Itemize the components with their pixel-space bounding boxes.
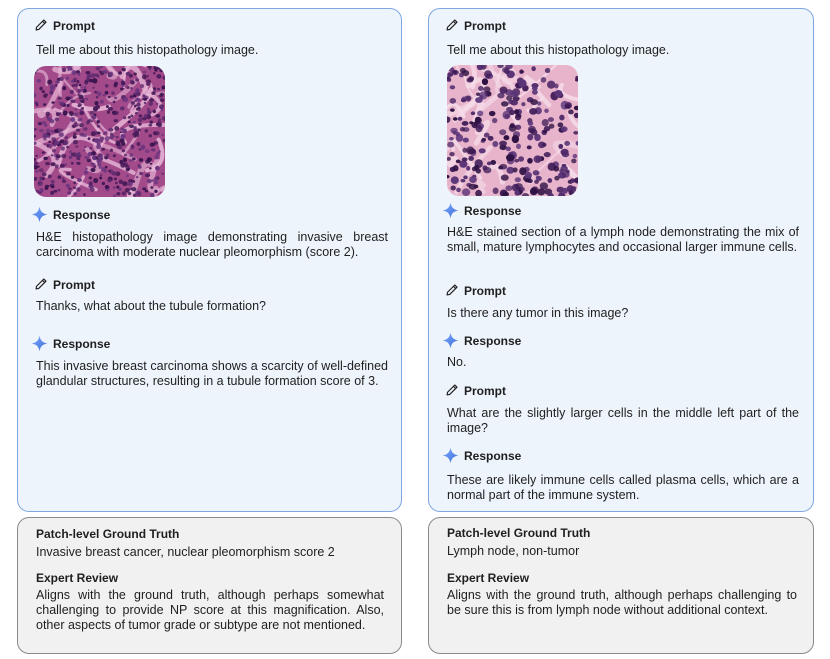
- response-text: These are likely immune cells called plasma cells, which are a normal part of the immune system.: [447, 473, 799, 502]
- pencil-icon: [445, 18, 459, 32]
- prompt-text: Tell me about this histopathology image.: [36, 43, 259, 57]
- pencil-icon: [34, 277, 48, 291]
- right-review-panel: [428, 517, 814, 654]
- prompt-label: Prompt: [464, 19, 506, 33]
- expert-review-text: Aligns with the ground truth, although perhaps challenging to be sure this is from lymph node without additional context.: [447, 588, 797, 617]
- left-conversation-panel: [17, 8, 402, 512]
- sparkle-icon: [442, 332, 459, 349]
- prompt-text: Thanks, what about the tubule formation?: [36, 299, 267, 313]
- response-label: Response: [53, 208, 111, 222]
- response-text: No.: [447, 355, 467, 369]
- response-text: H&E histopathology image demonstrating invasive breast carcinoma with moderate nuclear pleomorphism (score 2).: [36, 230, 388, 259]
- response-label: Response: [53, 337, 111, 351]
- expert-review-text: Aligns with the ground truth, although perhaps somewhat challenging to provide NP score at this magnification. Also, other aspects of tumor grade or subtype are not mentioned.: [36, 588, 384, 632]
- right-conversation-panel: [428, 8, 814, 512]
- prompt-text: Is there any tumor in this image?: [447, 306, 629, 320]
- response-text: This invasive breast carcinoma shows a scarcity of well-defined glandular structures, resulting in a tubule formation score of 3.: [36, 359, 388, 388]
- prompt-text: What are the slightly larger cells in the middle left part of the image?: [447, 406, 799, 435]
- sparkle-icon: [442, 202, 459, 219]
- response-label: Response: [464, 204, 522, 218]
- pencil-icon: [34, 18, 48, 32]
- sparkle-icon: [31, 206, 48, 223]
- left-review-panel: [17, 517, 402, 654]
- prompt-label: Prompt: [53, 278, 95, 292]
- prompt-text: Tell me about this histopathology image.: [447, 43, 670, 57]
- ground-truth-text: Invasive breast cancer, nuclear pleomorphism score 2: [36, 545, 335, 559]
- response-label: Response: [464, 334, 522, 348]
- response-label: Response: [464, 449, 522, 463]
- sparkle-icon: [31, 335, 48, 352]
- ground-truth-text: Lymph node, non-tumor: [447, 544, 580, 558]
- prompt-label: Prompt: [53, 19, 95, 33]
- histopathology-image-breast: [34, 66, 165, 197]
- response-text: H&E stained section of a lymph node demonstrating the mix of small, mature lymphocytes and occasional larger immune cells.: [447, 225, 799, 254]
- prompt-label: Prompt: [464, 384, 506, 398]
- ground-truth-label: Patch-level Ground Truth: [36, 527, 180, 541]
- prompt-label: Prompt: [464, 284, 506, 298]
- sparkle-icon: [442, 447, 459, 464]
- pencil-icon: [445, 283, 459, 297]
- histopathology-image-lymph-node: [447, 65, 578, 196]
- expert-review-label: Expert Review: [36, 571, 119, 585]
- pencil-icon: [445, 383, 459, 397]
- ground-truth-label: Patch-level Ground Truth: [447, 526, 591, 540]
- expert-review-label: Expert Review: [447, 571, 530, 585]
